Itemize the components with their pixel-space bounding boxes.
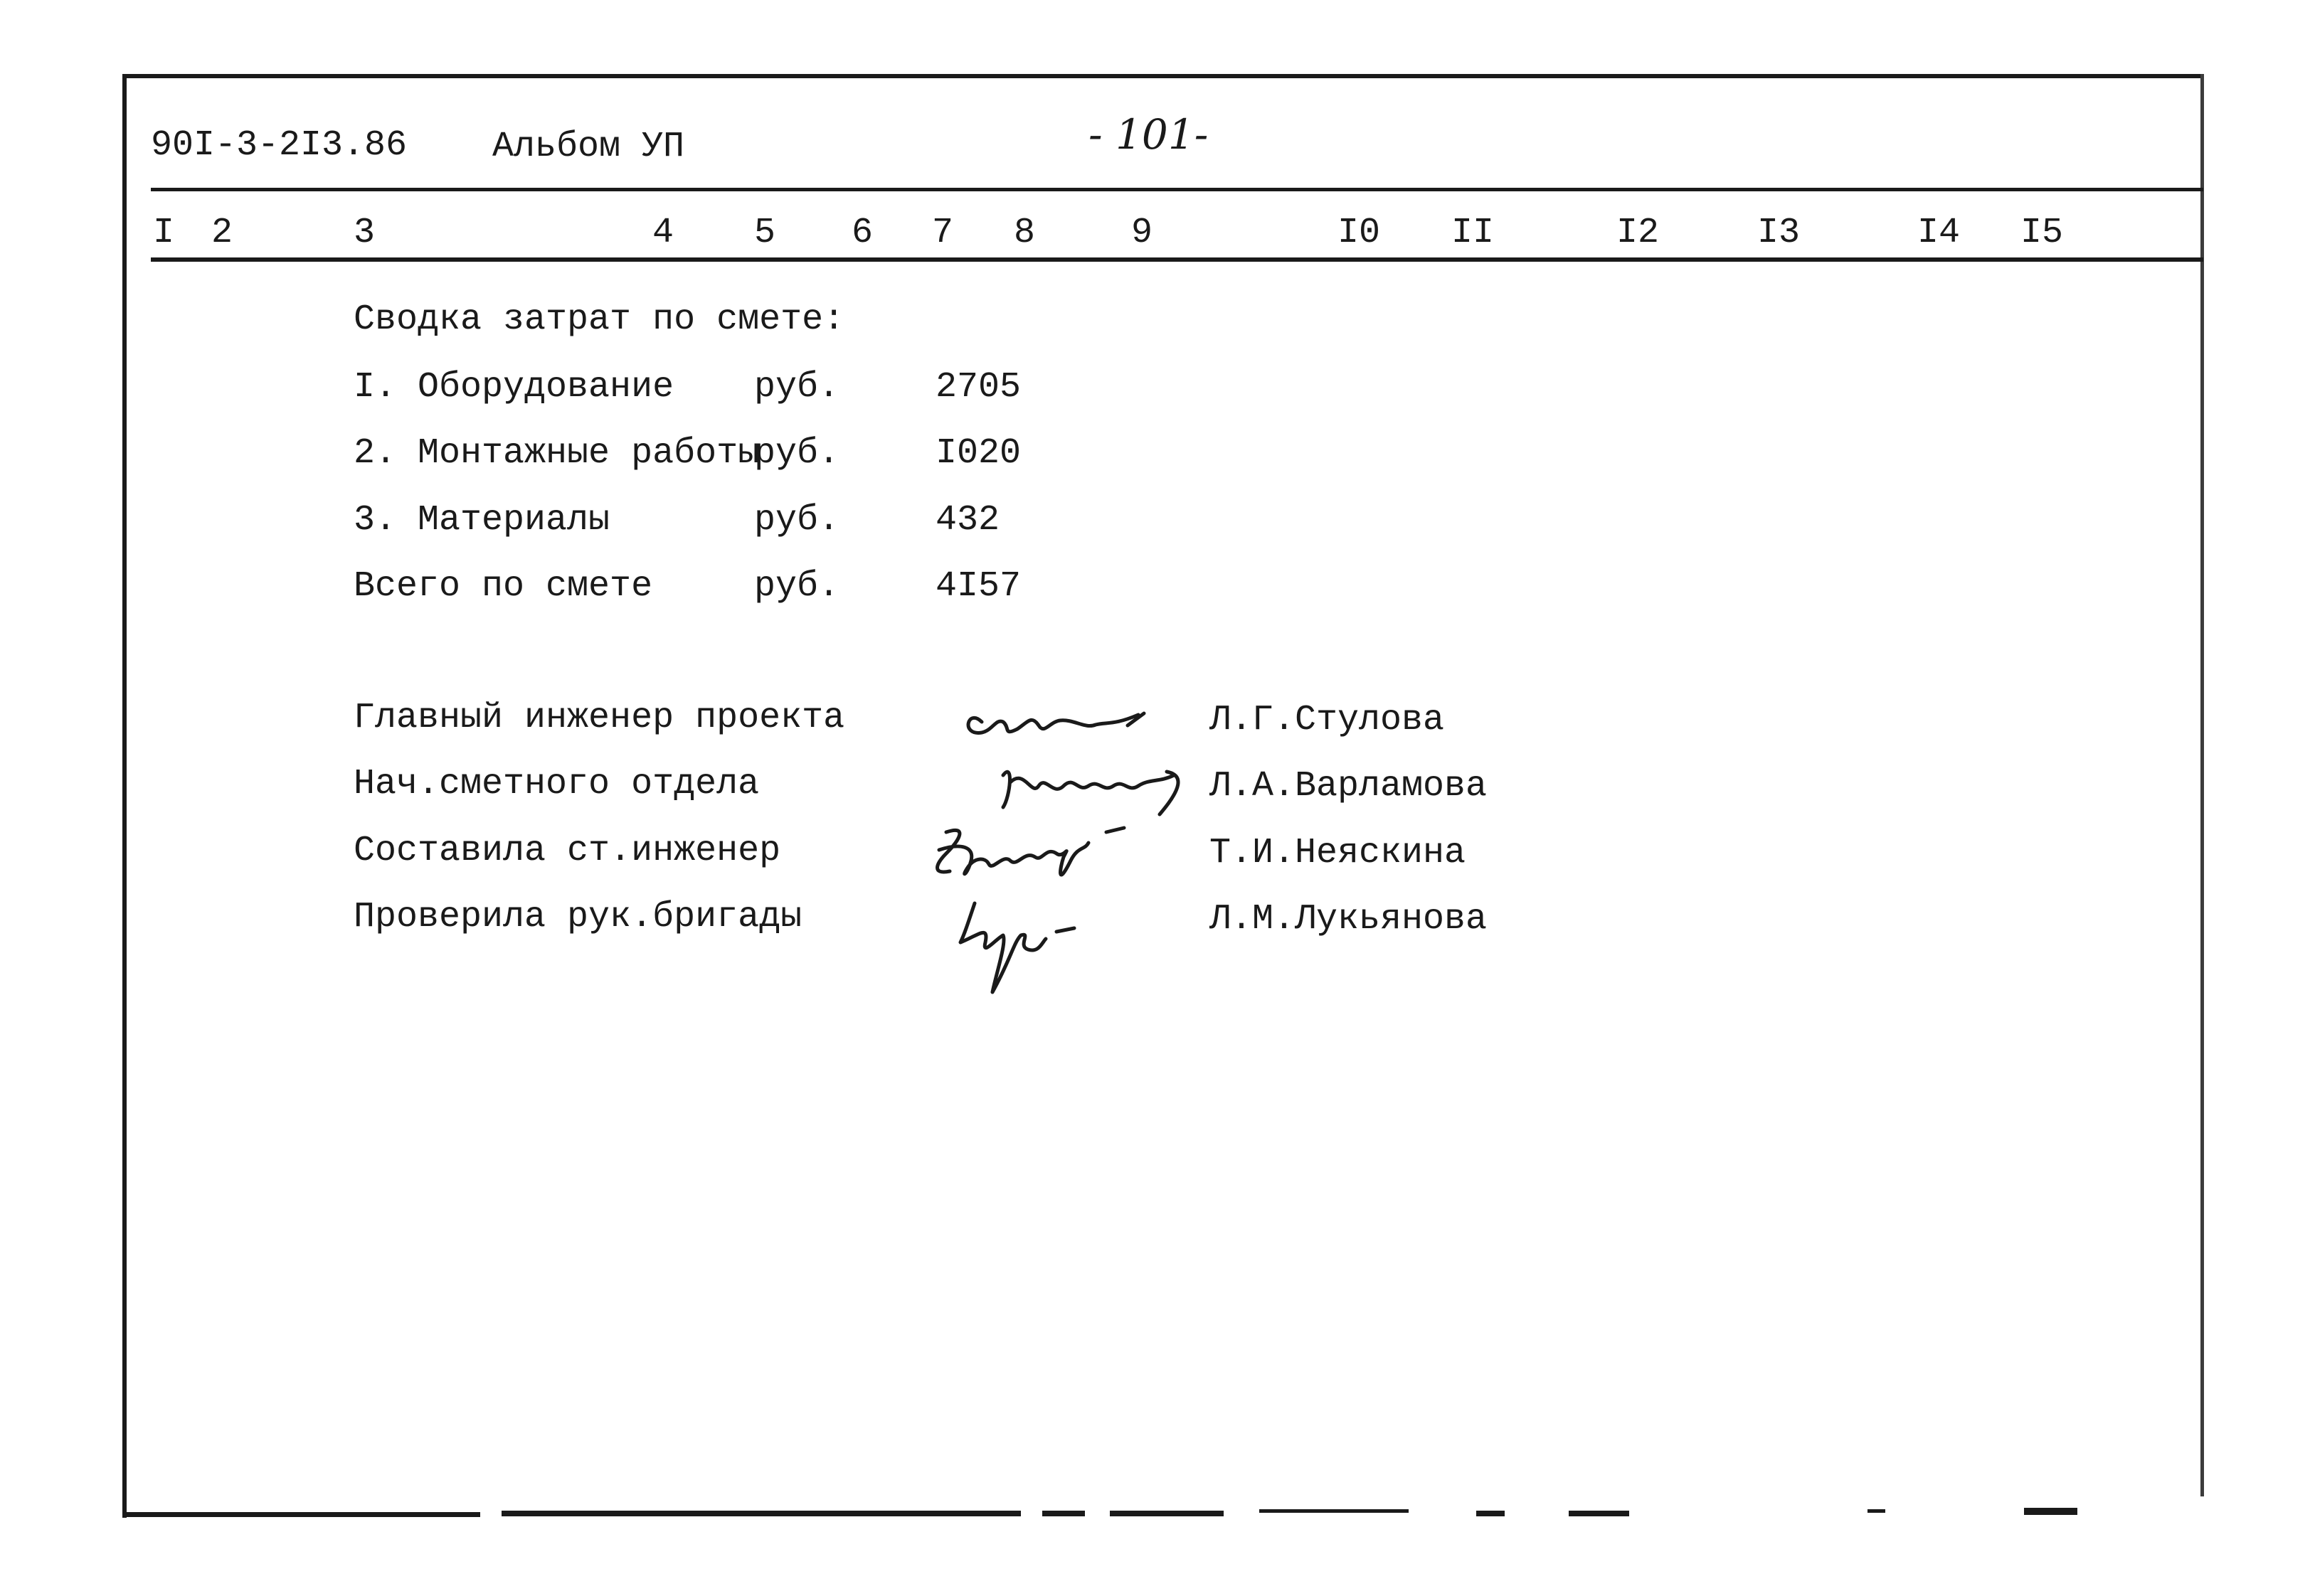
handwritten-signature — [918, 818, 1153, 896]
summary-title: Сводка затрат по смете: — [354, 299, 845, 340]
summary-row-unit: руб. — [754, 367, 840, 408]
page-number: - 101- — [1088, 110, 1209, 159]
column-number: I — [153, 213, 175, 253]
handwritten-signature — [989, 754, 1202, 818]
frame-bottom-line — [124, 1512, 480, 1517]
column-number: I4 — [1917, 213, 1961, 253]
summary-row-label: I. Оборудование — [354, 367, 674, 408]
summary-row-label: 2. Монтажные работы — [354, 433, 760, 474]
bottom-line-fragment — [1867, 1509, 1885, 1513]
summary-row-value: I020 — [936, 433, 1022, 474]
bottom-line-fragment — [1042, 1511, 1085, 1516]
doc-code: 90I-3-2I3.86 — [151, 125, 408, 166]
bottom-line-fragment — [502, 1511, 1021, 1516]
column-number: I2 — [1616, 213, 1660, 253]
signature-role: Составила ст.инженер — [354, 831, 781, 871]
handwritten-signature — [960, 693, 1160, 750]
summary-row-label: 3. Материалы — [354, 500, 610, 541]
frame-left-line — [122, 74, 127, 1518]
column-number: 7 — [932, 213, 954, 253]
signature-name: Л.А.Варламова — [1209, 766, 1488, 807]
header-separator-line — [151, 188, 2203, 191]
summary-row-value: 2705 — [936, 367, 1022, 408]
column-number: I3 — [1757, 213, 1801, 253]
column-number: II — [1451, 213, 1495, 253]
signature-name: Л.Г.Стулова — [1209, 700, 1445, 740]
signature-role: Нач.сметного отдела — [354, 764, 760, 804]
bottom-line-fragment — [1110, 1511, 1224, 1516]
frame-top-line — [124, 74, 2200, 78]
bottom-line-fragment — [1476, 1511, 1505, 1516]
summary-total-unit: руб. — [754, 566, 840, 607]
bottom-line-fragment — [1569, 1511, 1629, 1516]
column-number: I0 — [1337, 213, 1381, 253]
column-number: 3 — [354, 213, 376, 253]
summary-total-value: 4I57 — [936, 566, 1022, 607]
signature-name: Л.М.Лукьянова — [1209, 899, 1488, 940]
column-number: 5 — [754, 213, 776, 253]
album-label: Альбом УП — [492, 127, 685, 167]
column-number: 6 — [852, 213, 874, 253]
summary-row-unit: руб. — [754, 500, 840, 541]
bottom-line-fragment — [1259, 1509, 1409, 1513]
column-number: 9 — [1131, 213, 1153, 253]
column-number: 8 — [1014, 213, 1036, 253]
handwritten-signature — [946, 889, 1103, 1003]
frame-right-line — [2200, 74, 2204, 1496]
signature-role: Проверила рук.бригады — [354, 897, 802, 937]
signature-name: Т.И.Неяскина — [1209, 833, 1466, 873]
signature-role: Главный инженер проекта — [354, 698, 845, 738]
bottom-line-fragment — [2024, 1508, 2077, 1515]
column-number: I5 — [2020, 213, 2064, 253]
columns-separator-line — [151, 257, 2203, 262]
column-number: 4 — [652, 213, 674, 253]
summary-total-label: Всего по смете — [354, 566, 653, 607]
summary-row-unit: руб. — [754, 433, 840, 474]
summary-row-value: 432 — [936, 500, 1000, 541]
column-number: 2 — [211, 213, 233, 253]
